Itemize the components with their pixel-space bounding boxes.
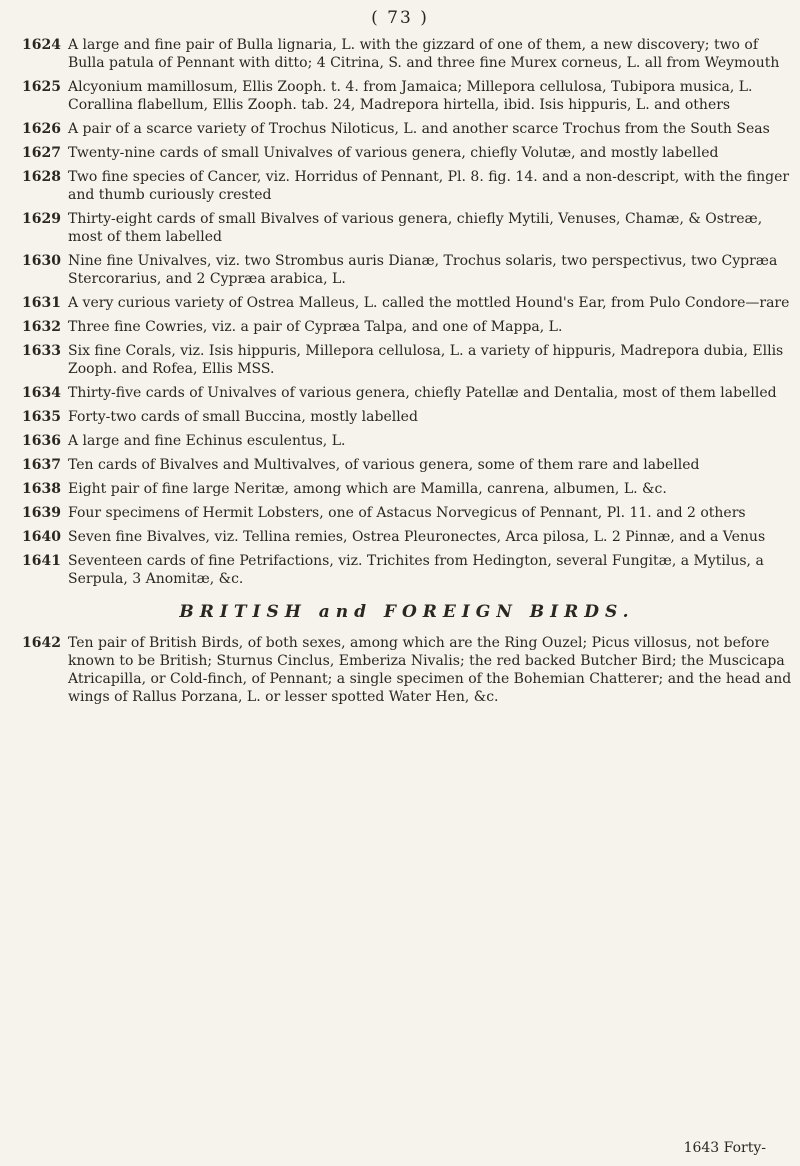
lot-number: 1638 (22, 481, 61, 497)
lot-description: Thirty-five cards of Univalves of various genera, chiefly Patellæ and Dentalia, most of them labelled (68, 385, 777, 401)
lot-description: Seven fine Bivalves, viz. Tellina remies, Ostrea Pleuronectes, Arca pilosa, L. 2 Pinnæ, and a Venus (68, 529, 766, 545)
lot-number: 1642 (22, 635, 61, 651)
lot-description: Four specimens of Hermit Lobsters, one of Astacus Norvegicus of Pennant, Pl. 11. and 2 others (68, 505, 746, 521)
lot-number: 1640 (22, 529, 61, 545)
lot-number: 1641 (22, 553, 61, 569)
page-number: ( 73 ) (371, 8, 429, 28)
lot-description: Twenty-nine cards of small Univalves of various genera, chiefly Volutæ, and mostly labelled (68, 145, 719, 161)
lot-description: Alcyonium mamillosum, Ellis Zooph. t. 4. from Jamaica; Millepora cellulosa, Tubipora musica, L. Corallina flabellum, Ellis Zooph. tab. 24, Madrepora hirtella, ibid. Isis hippuris, L. and others (68, 79, 753, 113)
lot-entry (22, 36, 792, 72)
lot-number: 1626 (22, 121, 61, 137)
lot-description: Two fine species of Cancer, viz. Horridus of Pennant, Pl. 8. fig. 14. and a non-descript, with the finger and thumb curiously crested (68, 169, 790, 203)
lot-entry (22, 456, 792, 474)
lot-entry (22, 168, 792, 204)
lot-entry (22, 528, 792, 546)
lot-entry (22, 252, 792, 288)
lot-entry (22, 342, 792, 378)
lot-entry (22, 318, 792, 336)
lot-number: 1636 (22, 433, 61, 449)
lot-description: Three fine Cowries, viz. a pair of Cypræa Talpa, and one of Mappa, L. (68, 319, 563, 335)
lot-entry (22, 552, 792, 588)
lot-entry (22, 432, 792, 450)
lot-number: 1632 (22, 319, 61, 335)
lot-number: 1633 (22, 343, 61, 359)
lot-entry (22, 384, 792, 402)
lot-entry (22, 408, 792, 426)
lot-description: A very curious variety of Ostrea Malleus, L. called the mottled Hound's Ear, from Pulo Condore—rare (68, 295, 790, 311)
lot-entry (22, 504, 792, 522)
lot-number: 1635 (22, 409, 61, 425)
lot-description: A large and fine pair of Bulla lignaria, L. with the gizzard of one of them, a new discovery; two of Bulla patula of Pennant with ditto; 4 Citrina, S. and three fine Murex corneus, L. all from Weymouth (68, 37, 780, 71)
lot-description: Ten cards of Bivalves and Multivalves, of various genera, some of them rare and labelled (68, 457, 700, 473)
lot-entry (22, 210, 792, 246)
entry-list-bottom (22, 634, 792, 706)
lot-description: Six fine Corals, viz. Isis hippuris, Millepora cellulosa, L. a variety of hippuris, Madrepora dubia, Ellis Zooph. and Rofea, Ellis MSS. (68, 343, 784, 377)
entries (22, 36, 792, 712)
lot-number: 1624 (22, 37, 61, 53)
lot-number: 1639 (22, 505, 61, 521)
lot-entry (22, 78, 792, 114)
lot-entry (22, 144, 792, 162)
lot-entry (22, 120, 792, 138)
lot-number: 1625 (22, 79, 61, 95)
section-heading: BRITISH and FOREIGN BIRDS. (179, 602, 635, 622)
lot-entry (22, 480, 792, 498)
lot-description: Thirty-eight cards of small Bivalves of various genera, chiefly Mytili, Venuses, Chamæ, & Ostreæ, most of them labelled (68, 211, 763, 245)
lot-number: 1631 (22, 295, 61, 311)
lot-number: 1630 (22, 253, 61, 269)
lot-number: 1634 (22, 385, 61, 401)
lot-entry (22, 294, 792, 312)
catchword: 1643 Forty- (683, 1140, 766, 1156)
lot-number: 1637 (22, 457, 61, 473)
lot-number: 1629 (22, 211, 61, 227)
lot-entry (22, 634, 792, 706)
lot-description: Seventeen cards of fine Petrifactions, viz. Trichites from Hedington, several Fungitæ, a Mytilus, a Serpula, 3 Anomitæ, &c. (68, 553, 764, 587)
lot-description: A large and fine Echinus esculentus, L. (68, 433, 346, 449)
entry-list-top (22, 36, 792, 588)
lot-description: Ten pair of British Birds, of both sexes, among which are the Ring Ouzel; Picus villosus, not before known to be British; Sturnus Cinclus, Emberiza Nivalis; the red backed Butcher Bird; the Muscicapa Atricapilla, or Cold-finch, of Pennant; a single specimen of the Bohemian Chatterer; and the head and wings of Rallus Porzana, L. or lesser spotted Water Hen, &c. (68, 635, 792, 705)
lot-description: Forty-two cards of small Buccina, mostly labelled (68, 409, 418, 425)
lot-number: 1628 (22, 169, 61, 185)
lot-number: 1627 (22, 145, 61, 161)
lot-description: Nine fine Univalves, viz. two Strombus auris Dianæ, Trochus solaris, two perspectivus, two Cypræa Stercorarius, and 2 Cypræa arabica, L. (68, 253, 778, 287)
lot-description: Eight pair of fine large Neritæ, among which are Mamilla, canrena, albumen, L. &c. (68, 481, 667, 497)
lot-description: A pair of a scarce variety of Trochus Niloticus, L. and another scarce Trochus from the South Seas (68, 121, 770, 137)
